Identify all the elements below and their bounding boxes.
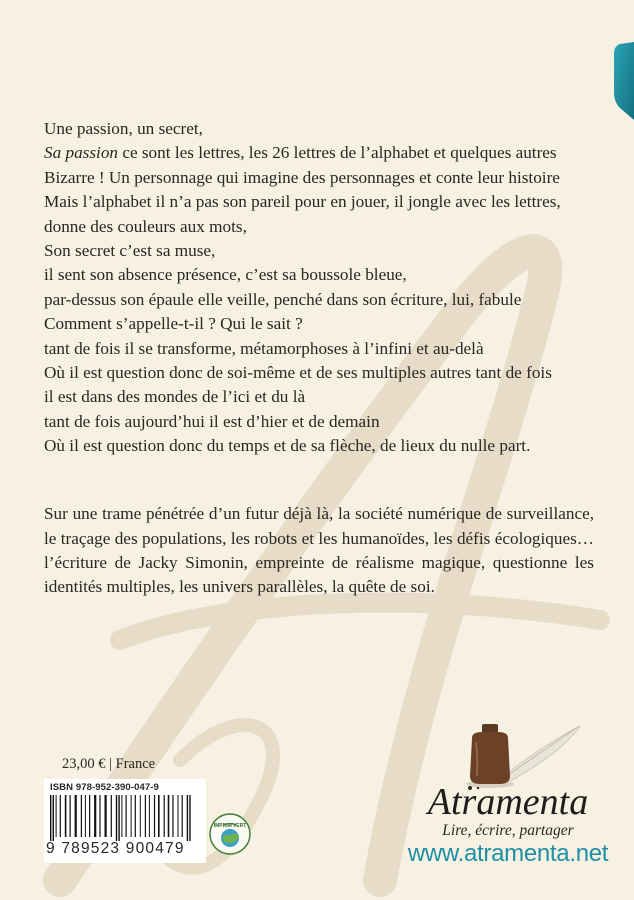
barcode-bar: [154, 795, 155, 837]
poem-line: Où il est question donc de soi-même et de ses multiples autres tant de fois: [44, 363, 552, 383]
barcode-bar: [135, 795, 136, 837]
barcode-bar: [81, 795, 82, 837]
barcode-bar: [158, 795, 160, 837]
barcode-bar: [111, 795, 112, 837]
barcode-bar: [75, 795, 77, 837]
teal-edge-tab: [614, 42, 634, 120]
poem-line: Mais l’alphabet il n’a pas son pareil pour en jouer, il jongle avec les lettres,: [44, 192, 561, 212]
barcode-bar: [89, 795, 90, 837]
barcode-bar: [131, 795, 132, 837]
price-label: 23,00 € | France: [62, 756, 156, 772]
isbn-barcode: [44, 779, 206, 863]
poem-line: tant de fois aujourd’hui il est d’hier et de demain: [44, 411, 380, 431]
poem-line: il est dans des mondes de l’ici et du là: [44, 387, 306, 407]
barcode-bar: [70, 795, 71, 837]
barcode-digits: 9 789523 900479: [46, 840, 185, 857]
barcode-bar: [65, 795, 67, 837]
poem-line: par-dessus son épaule elle veille, penché dans son écriture, lui, fabule: [44, 289, 522, 309]
poem-line: donne des couleurs aux mots,: [44, 216, 247, 236]
imprim-vert-label: IMPRIM'VERT: [213, 823, 247, 829]
barcode-bar: [99, 795, 100, 837]
italic-lead: Sa passion: [44, 143, 119, 163]
imprim-vert-badge-icon: [208, 812, 252, 856]
barcode-bar: [53, 795, 54, 841]
barcode-bar: [116, 795, 117, 841]
barcode-bar: [145, 795, 146, 837]
inkwell-quill-icon: [462, 718, 582, 790]
barcode-bar: [121, 795, 122, 837]
publisher-logo-wordmark: Atramenta: [427, 781, 589, 823]
barcode-bar: [172, 795, 173, 837]
poem-line: tant de fois il se transforme, métamorphoses à l’infini et au-delà: [44, 338, 484, 358]
barcode-bar: [50, 795, 51, 841]
poem-line: Bizarre ! Un personnage qui imagine des personnages et conte leur histoire: [44, 167, 560, 187]
barcode-bar: [126, 795, 127, 837]
poem-line: Comment s’appelle-t-il ? Qui le sait ?: [44, 314, 303, 334]
poem-line: Où il est question donc du temps et de sa flèche, de lieux du nulle part.: [44, 436, 531, 456]
barcode-bar: [178, 795, 179, 837]
poem-line: Une passion, un secret,: [44, 119, 203, 138]
barcode-bar: [56, 795, 57, 837]
publisher-tagline: Lire, écrire, partager: [442, 822, 574, 839]
barcode-bar: [182, 795, 183, 837]
barcode-bar: [189, 795, 190, 841]
poem-line-rest: ce sont les lettres, les 26 lettres de l’alphabet et quelques autres: [122, 143, 557, 163]
barcode-bar: [60, 795, 61, 837]
barcode-bar: [94, 795, 96, 837]
publisher-website-link[interactable]: www.atramenta.net: [407, 840, 609, 867]
poem-line: il sent son absence présence, c’est sa boussole bleue,: [44, 265, 407, 285]
poem-line: Son secret c’est sa muse,: [44, 241, 216, 261]
poem-text: [44, 117, 604, 459]
poem-line: [44, 141, 604, 165]
barcode-bar: [118, 795, 119, 841]
barcode-bar: [149, 795, 150, 837]
barcode-bar: [105, 795, 107, 837]
barcode-bar: [85, 795, 86, 837]
barcode-bar: [140, 795, 141, 837]
barcode-bar: [168, 795, 170, 837]
barcode-bar: [187, 795, 188, 841]
isbn-label: ISBN 978-952-390-047-9: [50, 782, 159, 793]
barcode-bar: [164, 795, 165, 837]
book-blurb: Sur une trame pénétrée d’un futur déjà là, la société numérique de surveillance, le traçage des populations, les robots et les humanoïdes, les défis écologiques… l’écriture de Jacky Simonin, empreinte de réalisme magique, questionne les identités multiples, les univers parallèles, la quête de soi.: [44, 504, 594, 597]
barcode-bars: [48, 795, 202, 841]
